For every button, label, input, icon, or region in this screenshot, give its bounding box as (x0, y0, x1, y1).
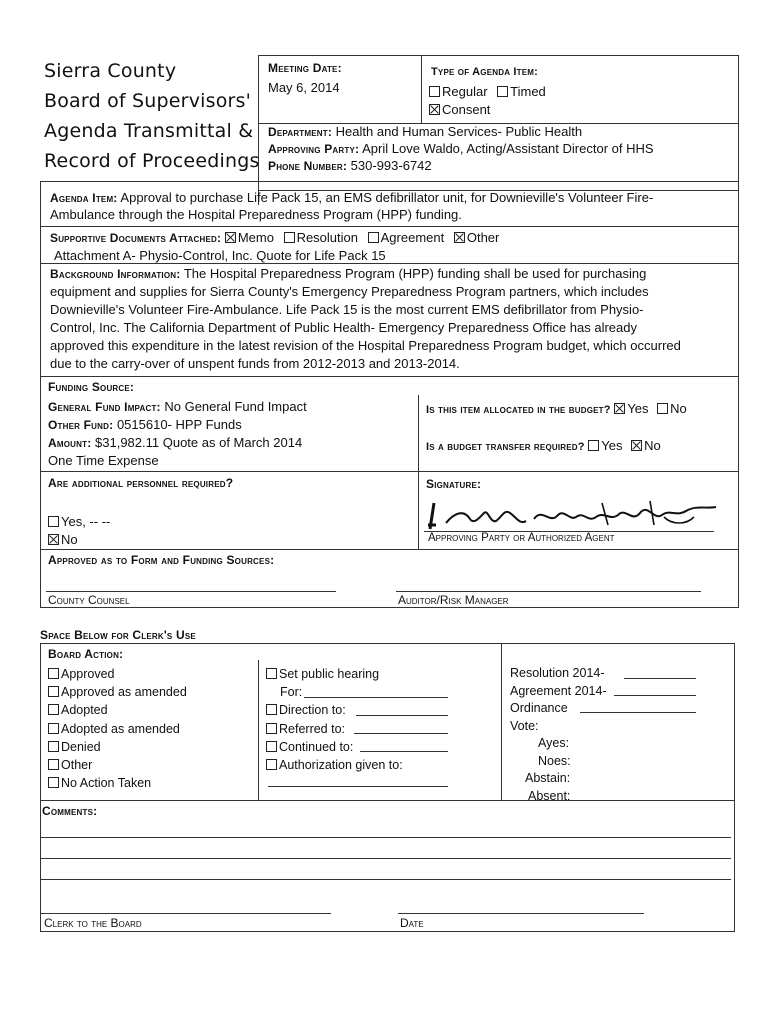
regular-checkbox[interactable] (429, 86, 440, 97)
phone-value: 530-993-6742 (350, 158, 432, 173)
regular-label: Regular (442, 84, 488, 99)
department-value: Health and Human Services- Public Health (335, 124, 583, 139)
supporting-docs-label: Supportive Documents Attached: (50, 231, 222, 245)
vote-label: Vote: (510, 718, 539, 733)
personnel-no-label: No (61, 532, 78, 547)
comment-line-3[interactable] (40, 879, 731, 880)
handwritten-signature (424, 495, 724, 535)
budget-no-checkbox[interactable] (657, 403, 668, 414)
noes-label: Noes: (538, 753, 571, 768)
personnel-question: Are additional personnel required? (48, 476, 234, 490)
transmittal-title: Agenda Transmittal & (44, 120, 254, 142)
action-adopted-amended-checkbox[interactable] (48, 723, 59, 734)
other-fund-value: 0515610- HPP Funds (116, 417, 242, 432)
agenda-item-line2: Ambulance through the Hospital Preparedness Program (HPP) funding. (50, 207, 462, 222)
continued-label: Continued to: (279, 739, 354, 754)
clerk-to-board-label: Clerk to the Board (44, 916, 142, 930)
record-title: Record of Proceedings (44, 150, 260, 172)
amount-value: $31,982.11 Quote as of March 2014 (95, 435, 303, 450)
referred-checkbox[interactable] (266, 723, 277, 734)
agreement-number-field[interactable] (614, 695, 696, 696)
authorization-field[interactable] (268, 786, 448, 787)
action-denied-checkbox[interactable] (48, 741, 59, 752)
action-adopted-amended: Adopted as amended (61, 721, 180, 736)
action-adopted: Adopted (61, 703, 108, 718)
budget-question: Is this item allocated in the budget? (426, 404, 611, 416)
approving-party-label: Approving Party: (268, 142, 360, 156)
funding-source-label: Funding Source: (48, 380, 135, 394)
other-checkbox[interactable] (454, 232, 465, 243)
action-approved-amended: Approved as amended (61, 685, 187, 700)
agenda-item-label: Agenda Item: (50, 191, 118, 205)
direction-checkbox[interactable] (266, 704, 277, 715)
set-hearing-label: Set public hearing (279, 667, 380, 681)
direction-field[interactable] (356, 715, 448, 716)
referred-label: Referred to: (279, 721, 346, 736)
clerk-signature-field[interactable] (40, 913, 331, 914)
other-label: Other (466, 230, 500, 245)
date-field[interactable] (398, 913, 644, 914)
other-fund-label: Other Fund: (48, 418, 114, 432)
clerk-middle-column (266, 665, 403, 774)
authorization-checkbox[interactable] (266, 759, 277, 770)
budget-no-label: No (670, 401, 687, 416)
comments-label: Comments: (42, 804, 98, 818)
authorization-label: Authorization given to: (279, 758, 403, 773)
main-form-box (40, 181, 739, 608)
action-no-action: No Action Taken (61, 776, 152, 791)
comment-line-1[interactable] (40, 837, 731, 838)
action-approved-checkbox[interactable] (48, 668, 59, 679)
action-denied: Denied (61, 739, 101, 754)
background-line-4: Control, Inc. The California Department of Public Health- Emergency Preparedness Office has already (50, 320, 637, 335)
action-approved-amended-checkbox[interactable] (48, 686, 59, 697)
transfer-yes-checkbox[interactable] (588, 440, 599, 451)
referred-field[interactable] (354, 733, 448, 734)
meeting-date-value: May 6, 2014 (268, 80, 340, 95)
background-line-2: equipment and supplies for Sierra County's Emergency Preparedness Program partners, which includes (50, 284, 649, 299)
timed-checkbox[interactable] (497, 86, 508, 97)
agenda-type-label: Type of Agenda Item: (431, 66, 539, 78)
agreement-label: Agreement (380, 230, 445, 245)
ordinance-label: Ordinance (510, 701, 568, 715)
absent-label: Absent: (528, 788, 571, 803)
signature-label: Signature: (426, 477, 482, 491)
approving-party-value: April Love Waldo, Acting/Assistant Director of HHS (362, 141, 654, 156)
board-action-label: Board Action: (48, 647, 124, 661)
county-name: Sierra County (44, 60, 177, 82)
transfer-no-checkbox[interactable] (631, 440, 642, 451)
personnel-yes-label: Yes, -- -- (61, 514, 111, 529)
resolution-number-label: Resolution 2014- (510, 666, 605, 680)
board-action-list (48, 665, 187, 792)
background-line-6: due to the carry-over of unspent funds from 2012-2013 and 2013-2014. (50, 356, 460, 371)
personnel-no-checkbox[interactable] (48, 534, 59, 545)
date-label: Date (400, 916, 424, 930)
transfer-question: Is a budget transfer required? (426, 441, 585, 453)
county-counsel-label: County Counsel (48, 593, 130, 607)
budget-yes-label: Yes (627, 401, 649, 416)
memo-label: Memo (237, 230, 274, 245)
agreement-number-label: Agreement 2014- (510, 683, 607, 698)
auditor-label: Auditor/Risk Manager (398, 593, 509, 607)
action-adopted-checkbox[interactable] (48, 704, 59, 715)
agenda-item-line1: Approval to purchase Life Pack 15, an EMS defibrillator unit, for Downieville's Volunteer Fire- (120, 190, 654, 205)
action-approved: Approved (61, 667, 115, 681)
memo-checkbox[interactable] (225, 232, 236, 243)
transfer-yes-label: Yes (601, 438, 623, 453)
action-no-action-checkbox[interactable] (48, 777, 59, 788)
board-name: Board of Supervisors' (44, 90, 252, 112)
ayes-label: Ayes: (538, 736, 570, 750)
general-fund-value: No General Fund Impact (164, 399, 307, 414)
action-other-checkbox[interactable] (48, 759, 59, 770)
for-label: For: (280, 685, 303, 700)
attachment-line: Attachment A- Physio-Control, Inc. Quote for Life Pack 15 (54, 248, 386, 263)
background-block (50, 265, 735, 373)
clerk-space-label: Space Below for Clerk's Use (40, 628, 196, 642)
consent-label: Consent (442, 102, 491, 117)
budget-yes-checkbox[interactable] (614, 403, 625, 414)
agreement-checkbox[interactable] (368, 232, 379, 243)
continued-field[interactable] (360, 751, 448, 752)
approved-as-to-form-label: Approved as to Form and Funding Sources: (48, 553, 275, 567)
set-hearing-checkbox[interactable] (266, 668, 277, 679)
clerk-right-column (510, 665, 607, 805)
meeting-date-label: Meeting Date: (268, 61, 342, 75)
resolution-checkbox[interactable] (284, 232, 295, 243)
for-field[interactable] (304, 697, 448, 698)
resolution-label: Resolution (296, 230, 358, 245)
background-line-5: approved this expenditure in the latest revision of the Hospital Preparedness Program budget, which occurred (50, 338, 681, 353)
comment-line-2[interactable] (40, 858, 731, 859)
background-line-3: Downieville's Volunteer Fire-Ambulance. Life Pack 15 is the most current EMS defibrillator from Physio- (50, 302, 644, 317)
consent-checkbox[interactable] (429, 104, 440, 115)
background-line-1: The Hospital Preparedness Program (HPP) funding shall be used for purchasing (183, 266, 647, 281)
transfer-no-label: No (644, 438, 661, 453)
timed-label: Timed (510, 84, 546, 99)
direction-label: Direction to: (279, 703, 346, 718)
personnel-yes-checkbox[interactable] (48, 516, 59, 527)
amount-label: Amount: (48, 436, 92, 450)
phone-label: Phone Number: (268, 159, 348, 173)
ordinance-field[interactable] (580, 712, 696, 713)
one-time-expense: One Time Expense (48, 453, 159, 468)
action-other: Other (61, 758, 93, 773)
general-fund-label: General Fund Impact: (48, 400, 161, 414)
department-label: Department: (268, 125, 333, 139)
continued-checkbox[interactable] (266, 741, 277, 752)
abstain-label: Abstain: (525, 771, 571, 785)
resolution-number-field[interactable] (624, 678, 696, 679)
signature-caption: Approving Party or Authorized Agent (428, 532, 615, 544)
background-label: Background Information: (50, 267, 181, 281)
